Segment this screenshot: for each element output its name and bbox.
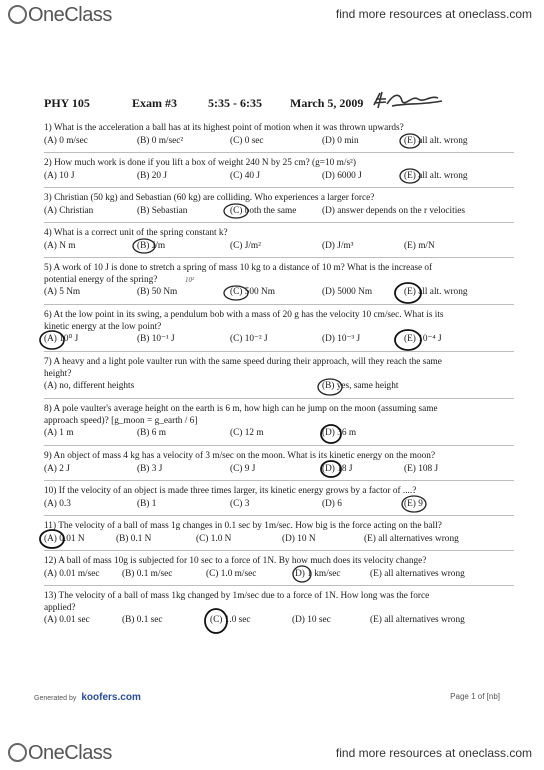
option-e[interactable]: (E) 9 xyxy=(404,498,423,509)
option-d[interactable]: (D) answer depends on the r velocities xyxy=(322,205,466,216)
option-b[interactable]: (B) J/m xyxy=(137,240,166,251)
question-5 xyxy=(44,263,514,299)
top-bar xyxy=(0,0,544,30)
question-text: 5) A work of 10 J is done to stretch a spring of mass 10 kg to a distance of 10 m? What is the increase of xyxy=(44,263,433,273)
question-text-continued: potential energy of the spring? xyxy=(44,274,158,285)
exam-date: March 5, 2009 xyxy=(290,96,364,110)
handwritten-scribble-icon xyxy=(372,89,452,111)
option-a[interactable]: (A) 2 J xyxy=(44,463,70,474)
divider xyxy=(44,445,514,446)
option-a[interactable]: (A) 0.01 sec xyxy=(44,615,90,625)
option-c[interactable]: (C) 12 m xyxy=(230,428,264,438)
divider xyxy=(44,152,514,153)
option-c[interactable]: (C) 1.0 sec xyxy=(210,615,251,625)
question-text: 7) A heavy and a light pole vaulter run with the same speed during their approach, will they reach the same xyxy=(44,357,442,367)
question-text: 2) How much work is done if you lift a box of weight 240 N by 25 cm? (g=10 m/s²) xyxy=(44,158,356,168)
option-d[interactable]: (D) 36 m xyxy=(322,428,357,438)
question-10 xyxy=(44,486,514,511)
option-a[interactable]: (A) 0.01 N xyxy=(44,533,85,544)
option-c[interactable]: (C) 40 J xyxy=(230,170,260,181)
option-c[interactable]: (C) 3 xyxy=(230,498,250,509)
option-d[interactable]: (D) 1 km/sec xyxy=(292,568,341,579)
option-d[interactable]: (D) 6 xyxy=(322,498,342,509)
option-c[interactable]: (C) 10⁻² J xyxy=(230,334,268,344)
question-text: 1) What is the acceleration a ball has at its highest point of motion when it was thrown upwards? xyxy=(44,123,404,133)
course-code: PHY 105 xyxy=(44,96,90,110)
divider xyxy=(44,480,514,481)
question-6 xyxy=(44,310,514,346)
option-b[interactable]: (B) 50 Nm xyxy=(137,287,178,297)
option-e[interactable]: (E) all alt. wrong xyxy=(404,135,468,146)
option-b[interactable]: (B) 0 m/sec² xyxy=(137,135,184,146)
option-b[interactable]: (B) 3 J xyxy=(137,463,163,474)
option-a[interactable]: (A) 10⁰ J xyxy=(44,334,79,344)
oneclass-logo-bottom[interactable] xyxy=(8,742,112,765)
option-d[interactable]: (D) 0 min xyxy=(322,135,359,146)
option-a[interactable]: (A) 0.01 m/sec xyxy=(44,568,100,579)
exam-number: Exam #3 xyxy=(132,96,177,110)
question-text: 6) At the low point in its swing, a pendulum bob with a mass of 20 g has the velocity 10 cm/sec. What is its xyxy=(44,310,444,320)
option-a[interactable]: (A) 10 J xyxy=(44,170,75,181)
question-text: 8) A pole vaulter's average height on the earth is 6 m, how high can he jump on the moon (assuming same xyxy=(44,404,438,414)
option-b[interactable]: (B) 6 m xyxy=(137,428,166,438)
question-text: 3) Christian (50 kg) and Sebastian (60 kg) are colliding. Who experiences a larger force? xyxy=(44,193,375,203)
option-b[interactable]: (B) 0.1 N xyxy=(116,533,152,544)
option-e[interactable]: (E) all alternatives wrong xyxy=(370,615,465,625)
option-d[interactable]: (D) 10 sec xyxy=(292,615,331,625)
question-7 xyxy=(44,357,514,393)
option-c[interactable]: (C) 500 Nm xyxy=(230,287,275,297)
option-b[interactable]: (B) Sebastian xyxy=(137,205,188,216)
question-8 xyxy=(44,404,514,440)
divider xyxy=(44,398,514,399)
option-e[interactable]: (E) 108 J xyxy=(404,463,439,474)
divider xyxy=(44,351,514,352)
option-b[interactable]: (B) yes, same height xyxy=(322,381,399,391)
oneclass-logo[interactable] xyxy=(8,4,112,27)
bottom-bar xyxy=(0,740,544,770)
question-text-continued: kinetic energy at the low point? xyxy=(44,321,162,332)
divider xyxy=(44,550,514,551)
question-text: 10) If the velocity of an object is made three times larger, its kinetic energy grows by a factor of ....? xyxy=(44,486,417,496)
option-e[interactable]: (E) all alternatives wrong xyxy=(364,533,459,544)
exam-time: 5:35 - 6:35 xyxy=(208,96,262,110)
koofers-logo[interactable]: koofers.com xyxy=(81,692,141,703)
question-11 xyxy=(44,521,514,546)
question-13 xyxy=(44,591,514,627)
option-c[interactable]: (C) J/m² xyxy=(230,240,261,251)
divider xyxy=(44,304,514,305)
option-a[interactable]: (A) 1 m xyxy=(44,428,74,438)
option-a[interactable]: (A) no, different heights xyxy=(44,381,135,391)
question-12 xyxy=(44,556,514,581)
question-text-continued: applied? xyxy=(44,602,76,613)
option-a[interactable]: (A) N m xyxy=(44,240,76,251)
option-d[interactable]: (D) 18 J xyxy=(322,463,353,474)
option-b[interactable]: (B) 0.1 sec xyxy=(122,615,163,625)
bottom-resources-link[interactable]: find more resources at oneclass.com xyxy=(335,746,532,760)
option-b[interactable]: (B) 10⁻¹ J xyxy=(137,334,175,344)
option-c[interactable]: (C) 0 sec xyxy=(230,135,264,146)
option-c[interactable]: (C) 1.0 m/sec xyxy=(206,568,257,579)
option-c[interactable]: (C) 9 J xyxy=(230,463,256,474)
handwritten-note: 10² xyxy=(185,276,195,284)
option-e[interactable]: (E) all alt. wrong xyxy=(404,170,468,181)
generated-by xyxy=(34,692,141,703)
page-number: Page 1 of [nb] xyxy=(450,692,500,701)
option-a[interactable]: (A) 5 Nm xyxy=(44,287,81,297)
divider xyxy=(44,187,514,188)
option-e[interactable]: (E) m/N xyxy=(404,240,435,251)
option-e[interactable]: (E) 10⁻⁴ J xyxy=(404,334,442,344)
option-d[interactable]: (D) 6000 J xyxy=(322,170,362,181)
question-1 xyxy=(44,123,514,148)
top-resources-link[interactable]: find more resources at oneclass.com xyxy=(335,7,532,21)
option-e[interactable]: (E) all alt. wrong xyxy=(404,287,468,297)
logo-text: OneClass xyxy=(28,742,112,764)
option-a[interactable]: (A) 0.3 xyxy=(44,498,71,509)
question-text: 13) The velocity of a ball of mass 1kg changed by 1m/sec due to a force of 1N. How long was the force xyxy=(44,591,430,601)
question-3 xyxy=(44,193,514,218)
question-text-continued: height? xyxy=(44,368,72,379)
divider xyxy=(44,257,514,258)
option-a[interactable]: (A) 0 m/sec xyxy=(44,135,88,146)
option-b[interactable]: (B) 20 J xyxy=(137,170,167,181)
option-b[interactable]: (B) 1 xyxy=(137,498,157,509)
divider xyxy=(44,585,514,586)
question-text: 11) The velocity of a ball of mass 1g changes in 0.1 sec by 1m/sec. How big is the force acting on the ball? xyxy=(44,521,442,531)
option-a[interactable]: (A) Christian xyxy=(44,205,94,216)
question-text: 12) A ball of mass 10g is subjected for 10 sec to a force of 1N. By how much does its velocity change? xyxy=(44,556,427,566)
generated-by-label: Generated by xyxy=(34,695,77,702)
question-text: 4) What is a correct unit of the spring constant k? xyxy=(44,228,228,238)
question-text-continued: approach speed)? [g_moon = g_earth / 6] xyxy=(44,415,198,426)
option-d[interactable]: (D) J/m³ xyxy=(322,240,354,251)
divider xyxy=(44,222,514,223)
logo-text: OneClass xyxy=(28,4,112,26)
question-9 xyxy=(44,451,514,476)
option-c[interactable]: (C) 1.0 N xyxy=(196,533,232,544)
question-2 xyxy=(44,158,514,183)
option-d[interactable]: (D) 5000 Nm xyxy=(322,287,373,297)
question-4 xyxy=(44,228,514,253)
question-text: 9) An object of mass 4 kg has a velocity of 3 m/sec on the moon. What is its kinetic energy on the moon? xyxy=(44,451,436,461)
option-c[interactable]: (C) both the same xyxy=(230,205,297,216)
divider xyxy=(44,515,514,516)
option-b[interactable]: (B) 0.1 m/sec xyxy=(122,568,173,579)
option-d[interactable]: (D) 10 N xyxy=(282,533,316,544)
option-e[interactable]: (E) all alternatives wrong xyxy=(370,568,465,579)
option-d[interactable]: (D) 10⁻³ J xyxy=(322,334,361,344)
